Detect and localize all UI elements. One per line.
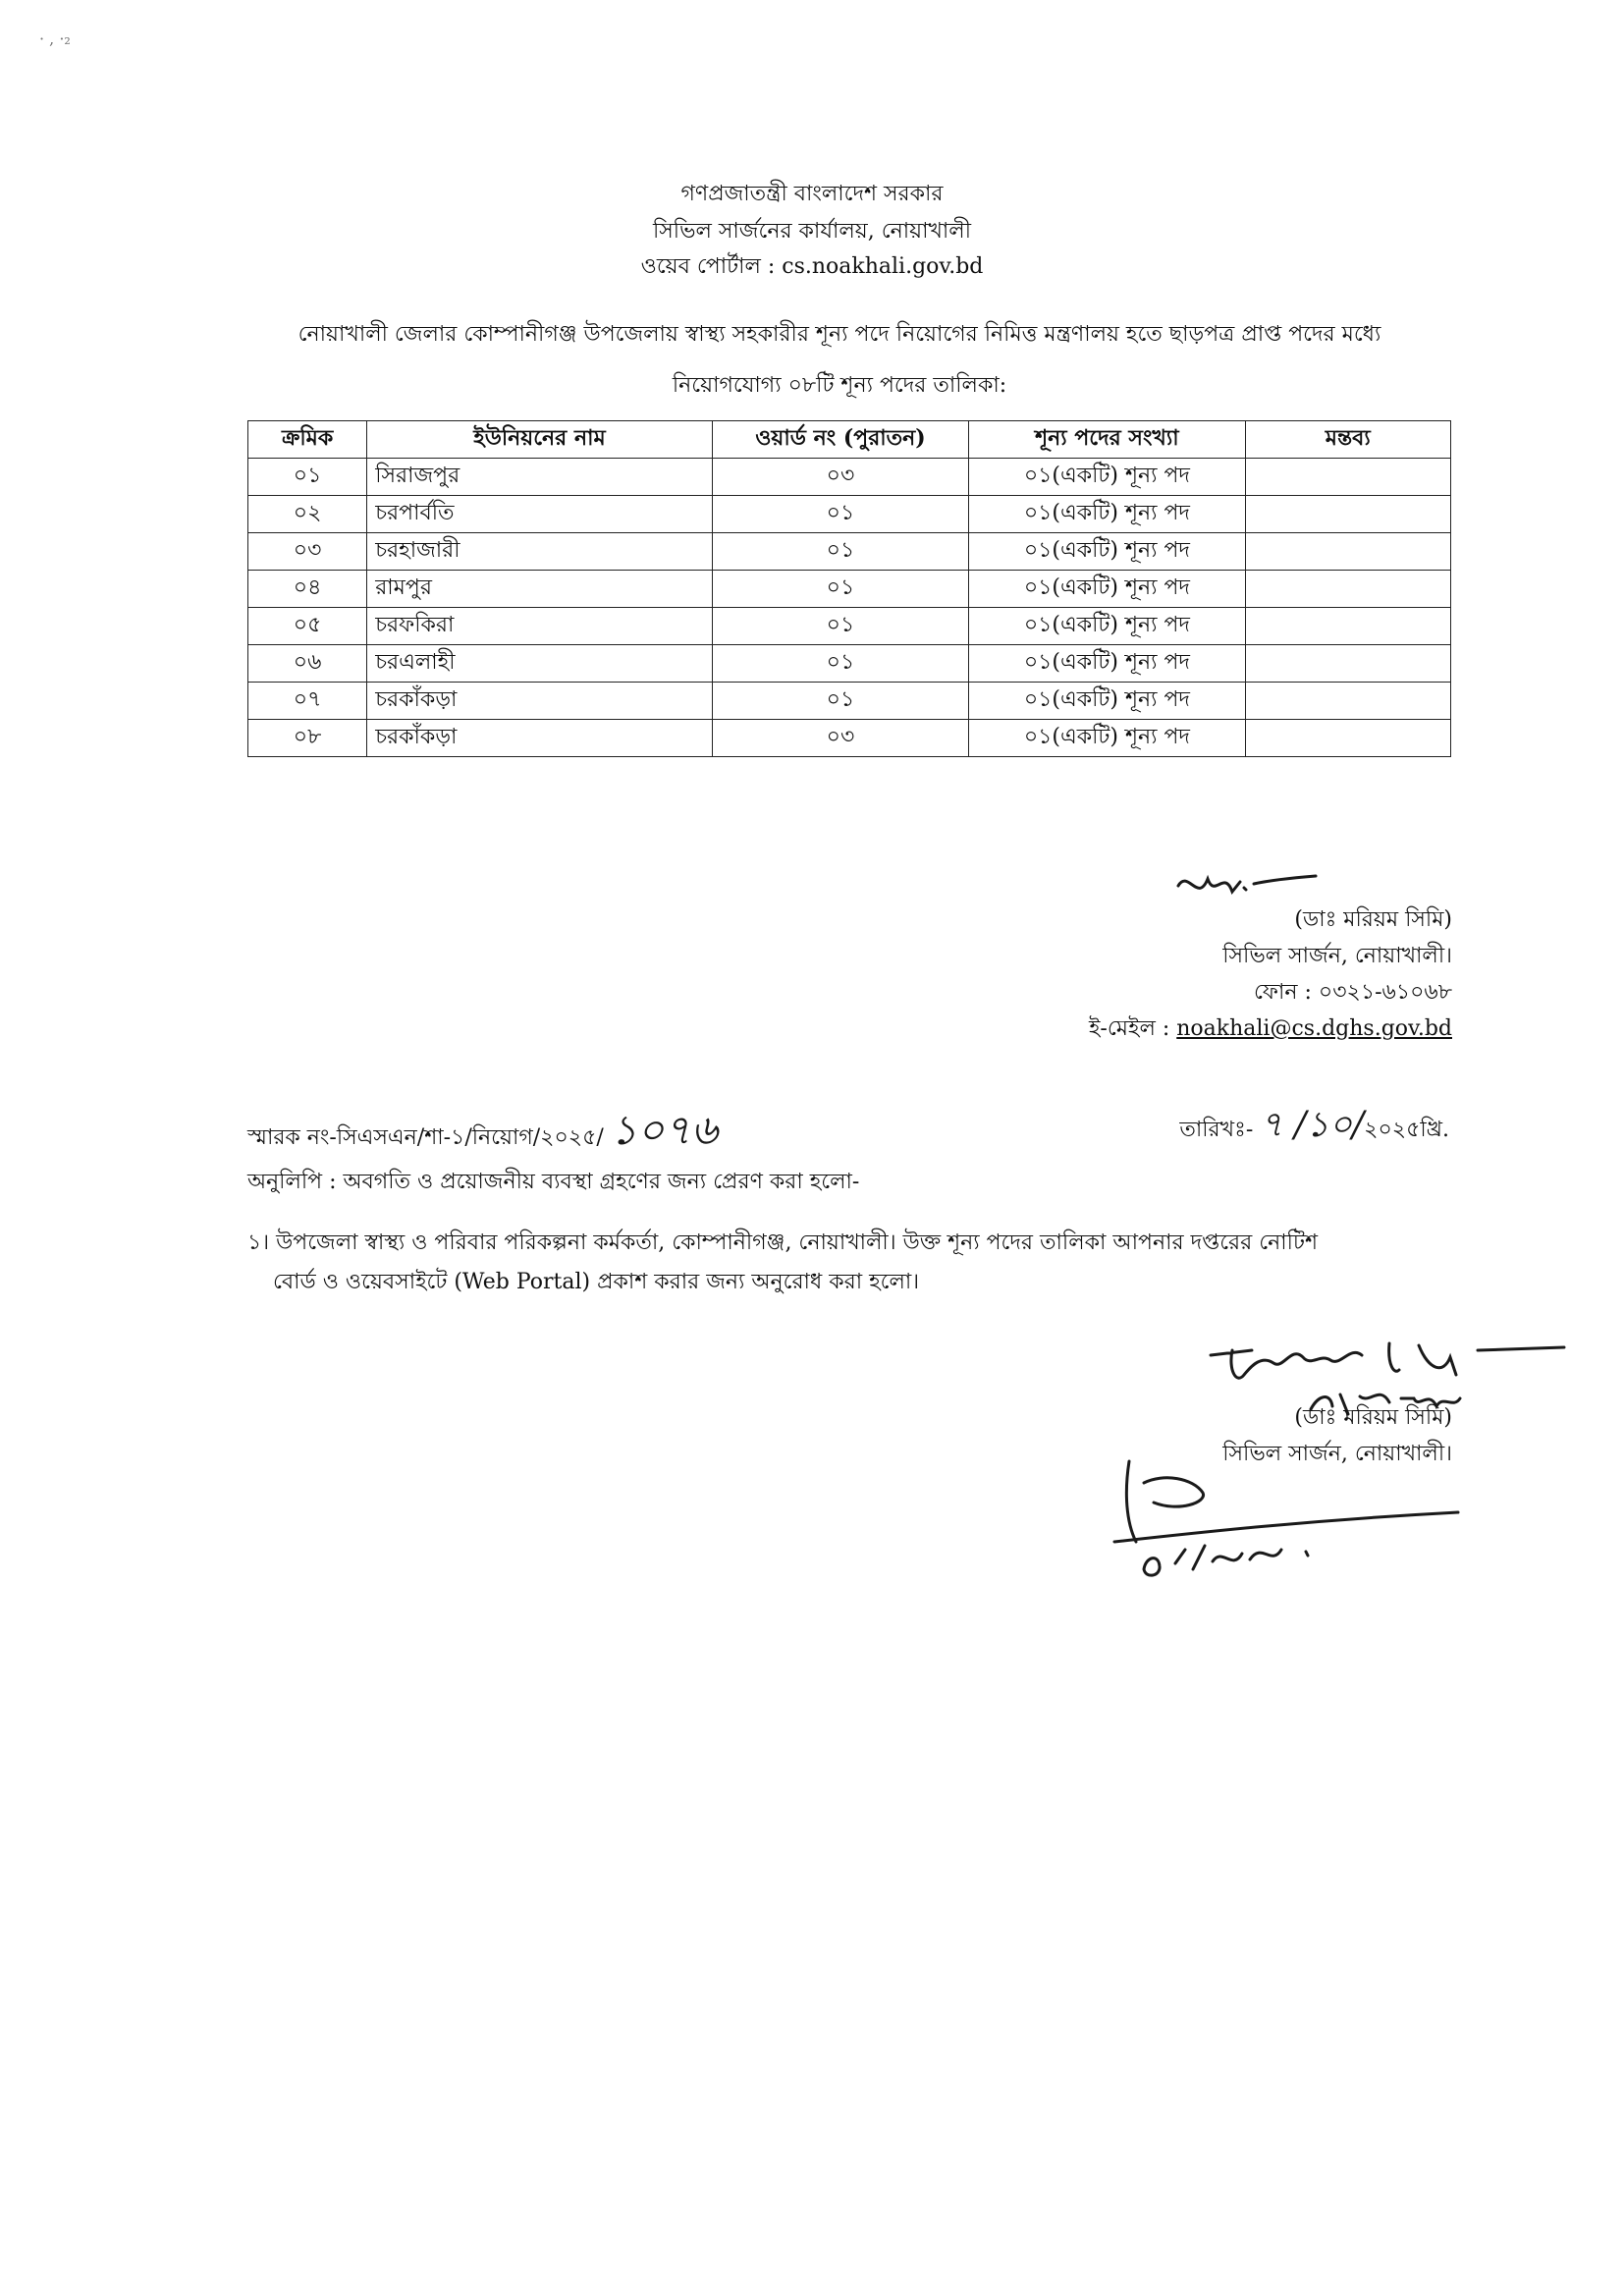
cell-remarks [1245, 571, 1450, 608]
cell-serial: ০৩ [248, 533, 367, 571]
col-serial: ক্রমিক [248, 421, 367, 459]
copy-item-1-line-1: ১। উপজেলা স্বাস্থ্য ও পরিবার পরিকল্পনা কর্মকর্তা, কোম্পানীগঞ্জ, নোয়াখালী। উক্ত শূন্য পদের তালিকা আপনার দপ্তরের নোটিশ [247, 1230, 1318, 1255]
cell-remarks [1245, 459, 1450, 496]
cell-remarks [1245, 496, 1450, 533]
cell-posts: ০১(একটি) শূন্য পদ [969, 571, 1245, 608]
cell-remarks [1245, 683, 1450, 720]
cell-posts: ০১(একটি) শূন্য পদ [969, 645, 1245, 683]
cell-posts: ০১(একটি) শূন্য পদ [969, 496, 1245, 533]
memo-date [1179, 1098, 1449, 1157]
signatory-email [1089, 1011, 1452, 1047]
email-address[interactable]: noakhali@cs.dghs.gov.bd [1176, 1016, 1452, 1041]
cell-union: চরহাজারী [367, 533, 713, 571]
signatory-2-title: সিভিল সার্জন, নোয়াখালী। [1222, 1442, 1452, 1466]
intro-text [236, 309, 1443, 411]
cell-posts: ০১(একটি) শূন্য পদ [969, 683, 1245, 720]
cell-ward: ০১ [712, 608, 968, 645]
cell-union: রামপুর [367, 571, 713, 608]
table-row [248, 571, 1451, 608]
copy-item-1-line-2: বোর্ড ও ওয়েবসাইটে (Web Portal) প্রকাশ করার জন্য অনুরোধ করা হলো। [273, 1270, 920, 1294]
col-union: ইউনিয়নের নাম [367, 421, 713, 459]
col-ward: ওয়ার্ড নং (পুরাতন) [712, 421, 968, 459]
signatory-phone: ফোন : ০৩২১-৬১০৬৮ [1254, 980, 1452, 1005]
header-web-portal: ওয়েব পোর্টাল : cs.noakhali.gov.bd [640, 254, 984, 279]
memo-ref-text: স্মারক নং-সিএসএন/শা-১/নিয়োগ/২০২৫/ [247, 1125, 604, 1150]
cell-serial: ০৬ [248, 645, 367, 683]
email-label: ই-মেইল : [1088, 1016, 1177, 1041]
col-remarks: মন্তব্য [1245, 421, 1450, 459]
date-suffix: ২০২৫খ্রি. [1364, 1118, 1449, 1142]
cell-union: সিরাজপুর [367, 459, 713, 496]
cell-serial: ০৪ [248, 571, 367, 608]
cell-ward: ০৩ [712, 459, 968, 496]
date-label: তারিখঃ- [1179, 1118, 1254, 1142]
cell-posts: ০১(একটি) শূন্য পদ [969, 720, 1245, 757]
signatory-name: (ডাঃ মরিয়ম সিমি) [1294, 907, 1452, 932]
table-row [248, 683, 1451, 720]
scan-marks: · , ·₂ [39, 29, 71, 48]
memo-reference [247, 1098, 718, 1168]
cell-posts: ০১(একটি) শূন্য পদ [969, 459, 1245, 496]
initials-scribble [1085, 1444, 1488, 1581]
cell-ward: ০৩ [712, 720, 968, 757]
intro-line-1: নোয়াখালী জেলার কোম্পানীগঞ্জ উপজেলায় স্বাস্থ্য সহকারীর শূন্য পদে নিয়োগের নিমিত্ত মন্ত্রণালয় হতে ছাড়পত্র প্রাপ্ত পদের মধ্যে [298, 322, 1381, 347]
cell-ward: ০১ [712, 645, 968, 683]
cell-serial: ০২ [248, 496, 367, 533]
header-government: গণপ্রজাতন্ত্রী বাংলাদেশ সরকার [680, 182, 944, 206]
cell-serial: ০১ [248, 459, 367, 496]
table-row [248, 608, 1451, 645]
cell-remarks [1245, 720, 1450, 757]
cell-union: চরকাঁকড়া [367, 683, 713, 720]
col-posts: শূন্য পদের সংখ্যা [969, 421, 1245, 459]
cell-serial: ০৭ [248, 683, 367, 720]
intro-line-2: নিয়োগযোগ্য ০৮টি শূন্য পদের তালিকা: [672, 373, 1007, 398]
cell-posts: ০১(একটি) শূন্য পদ [969, 533, 1245, 571]
cell-posts: ০১(একটি) শূন্য পদ [969, 608, 1245, 645]
signatory-title: সিভিল সার্জন, নোয়াখালী। [1222, 944, 1452, 968]
signatory-2-name: (ডাঃ মরিয়ম সিমি) [1294, 1405, 1452, 1430]
cell-remarks [1245, 645, 1450, 683]
cell-union: চরকাঁকড়া [367, 720, 713, 757]
date-handwritten: ৭ /১০/ [1260, 1105, 1365, 1145]
cell-remarks [1245, 533, 1450, 571]
cell-union: চরপার্বতি [367, 496, 713, 533]
vacancy-table [247, 420, 1451, 757]
table-row [248, 720, 1451, 757]
cell-union: চরএলাহী [367, 645, 713, 683]
copy-item-1 [247, 1224, 1455, 1302]
header-office: সিভিল সার্জনের কার্যালয়, নোয়াখালী [652, 219, 971, 244]
cell-ward: ০১ [712, 571, 968, 608]
table-row [248, 645, 1451, 683]
table-row [248, 496, 1451, 533]
cell-serial: ০৮ [248, 720, 367, 757]
cell-ward: ০১ [712, 533, 968, 571]
cell-ward: ০১ [712, 683, 968, 720]
cell-remarks [1245, 608, 1450, 645]
table-header-row [248, 421, 1451, 459]
signature-block-1 [1089, 902, 1452, 1047]
cell-union: চরফকিরা [367, 608, 713, 645]
table-row [248, 533, 1451, 571]
cell-ward: ০১ [712, 496, 968, 533]
table-row [248, 459, 1451, 496]
copy-intro: অনুলিপি : অবগতি ও প্রয়োজনীয় ব্যবস্থা গ্রহণের জন্য প্রেরণ করা হলো- [247, 1170, 860, 1194]
memo-ref-handwritten-number: ১০৭৬ [610, 1106, 718, 1154]
cell-serial: ০৫ [248, 608, 367, 645]
